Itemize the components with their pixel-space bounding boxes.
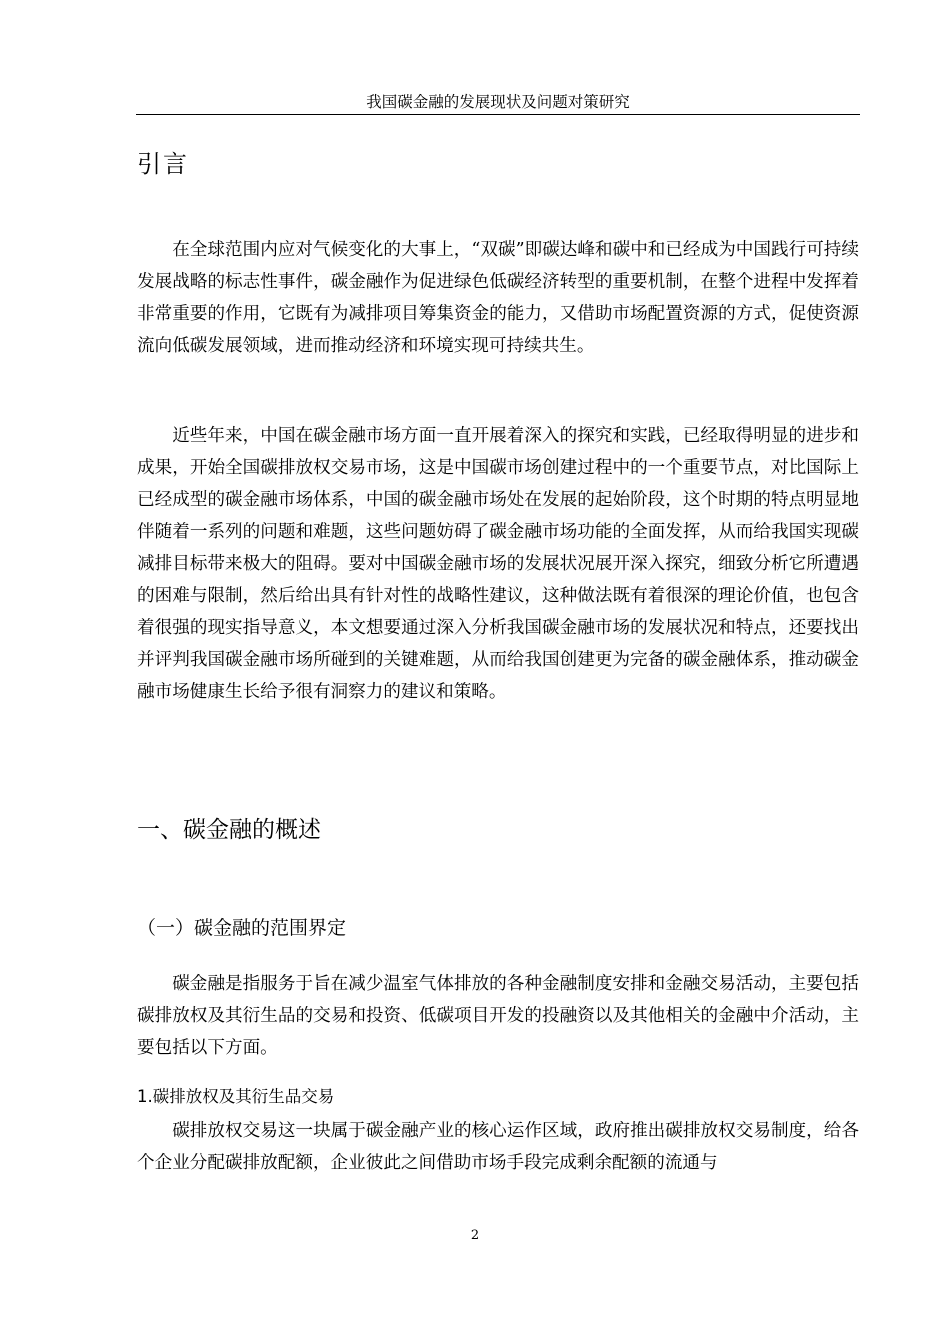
intro-heading: 引言 bbox=[137, 150, 189, 178]
intro-paragraph-1: 在全球范围内应对气候变化的大事上，“双碳”即碳达峰和碳中和已经成为中国践行可持续发展战略的标志性事件，碳金融作为促进绿色低碳经济转型的重要机制，在整个进程中发挥着非常重要的作用，它既有为减排项目筹集资金的能力，又借助市场配置资源的方式，促使资源流向低碳发展领域，进而推动经济和环境实现可持续共生。 bbox=[137, 240, 859, 356]
intro-paragraph-2: 近些年来，中国在碳金融市场方面一直开展着深入的探究和实践，已经取得明显的进步和成果，开始全国碳排放权交易市场，这是中国碳市场创建过程中的一个重要节点，对比国际上已经成型的碳金融市场体系，中国的碳金融市场处在发展的起始阶段，这个时期的特点明显地伴随着一系列的问题和难题，这些问题妨碍了碳金融市场功能的全面发挥，从而给我国实现碳减排目标带来极大的阻碍。要对中国碳金融市场的发展状况展开深入探究，细致分析它所遭遇的困难与限制，然后给出具有针对性的战略性建议，这种做法既有着很深的理论价值，也包含着很强的现实指导意义，本文想要通过深入分析我国碳金融市场的发展状况和特点，还要找出并评判我国碳金融市场所碰到的关键难题，从而给我国创建更为完备的碳金融体系，推动碳金融市场健康生长给予很有洞察力的建议和策略。 bbox=[137, 426, 859, 702]
subsection-paragraph: 碳金融是指服务于旨在减少温室气体排放的各种金融制度安排和金融交易活动，主要包括碳排放权及其衍生品的交易和投资、低碳项目开发的投融资以及其他相关的金融中介活动，主要包括以下方面。 bbox=[137, 974, 859, 1058]
item-paragraph: 碳排放权交易这一块属于碳金融产业的核心运作区域，政府推出碳排放权交易制度，给各个企业分配碳排放配额，企业彼此之间借助市场手段完成剩余配额的流通与 bbox=[137, 1121, 859, 1173]
running-header: 我国碳金融的发展现状及问题对策研究 bbox=[366, 93, 630, 111]
item-heading: 1.碳排放权及其衍生品交易 bbox=[137, 1087, 335, 1106]
subsection-heading: （一）碳金融的范围界定 bbox=[137, 917, 347, 939]
header-rule bbox=[136, 114, 860, 115]
section-heading: 一、碳金融的概述 bbox=[137, 817, 321, 843]
page-number: 2 bbox=[470, 1228, 480, 1243]
